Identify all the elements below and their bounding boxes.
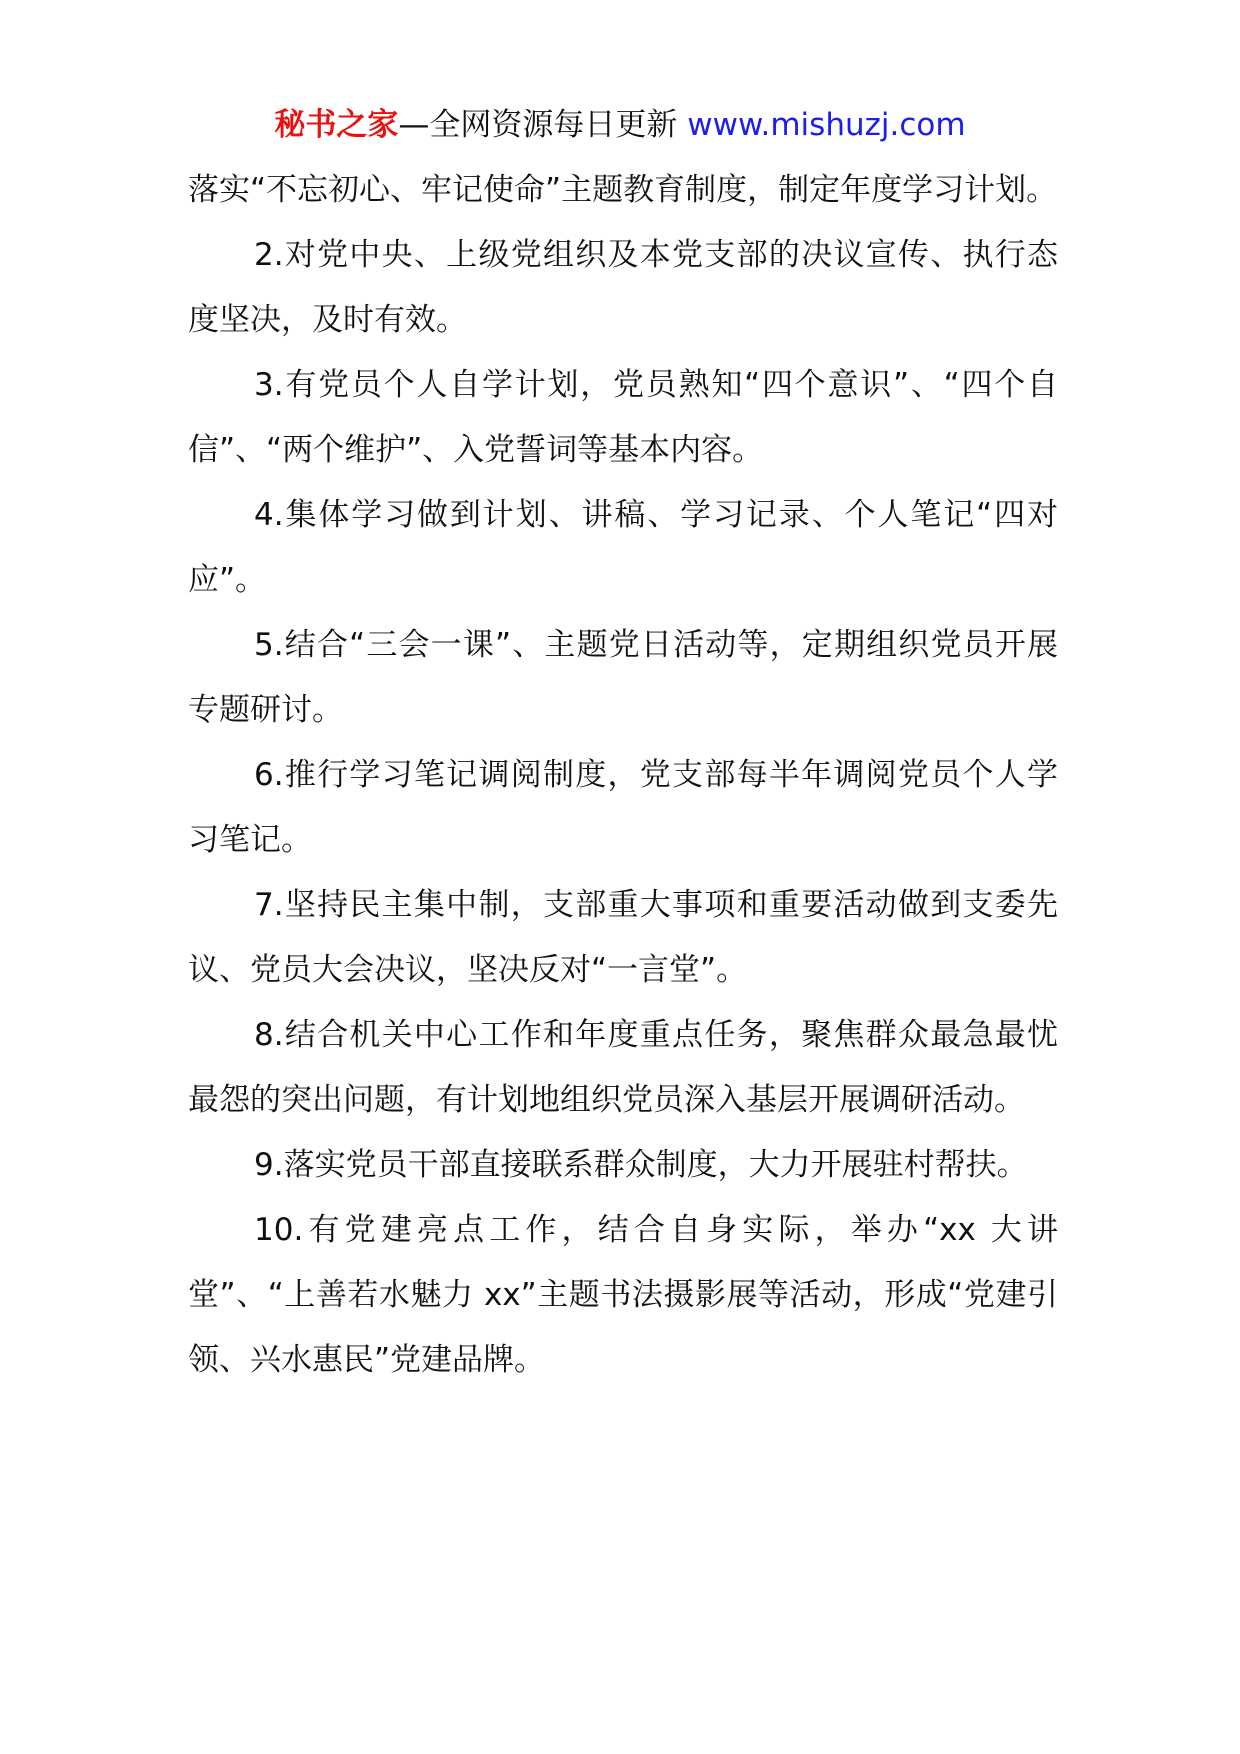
list-item-8: 8.结合机关中心工作和年度重点任务，聚焦群众最急最忧最怨的突出问题，有计划地组织党员深入基层开展调研活动。 [188,1017,1058,1118]
list-item-6: 6.推行学习笔记调阅制度，党支部每半年调阅党员个人学习笔记。 [188,757,1058,858]
list-item-7: 7.坚持民主集中制，支部重大事项和重要活动做到支委先议、党员大会决议，坚决反对“一言堂”。 [188,887,1058,988]
list-item-2: 2.对党中央、上级党组织及本党支部的决议宣传、执行态度坚决，及时有效。 [188,237,1058,338]
paragraph-continuation: 落实“不忘初心、牢记使命”主题教育制度，制定年度学习计划。 [188,172,1058,208]
brand-name: 秘书之家 [274,107,399,143]
list-item-3: 3.有党员个人自学计划，党员熟知“四个意识”、“四个自信”、“两个维护”、入党誓词等基本内容。 [188,367,1058,468]
list-item-5: 5.结合“三会一课”、主题党日活动等，定期组织党员开展专题研讨。 [188,627,1058,728]
list-item-9: 9.落实党员干部直接联系群众制度，大力开展驻村帮扶。 [254,1147,1028,1183]
list-item-10: 10.有党建亮点工作，结合自身实际，举办“xx 大讲堂”、“上善若水魅力 xx”主题书法摄影展等活动，形成“党建引领、兴水惠民”党建品牌。 [188,1212,1058,1378]
list-item-4: 4.集体学习做到计划、讲稿、学习记录、个人笔记“四对应”。 [188,497,1058,598]
document-body [188,158,1058,1393]
site-header [0,103,1240,147]
header-tagline: —全网资源每日更新 [398,107,688,143]
site-url-link[interactable]: www.mishuzj.com [687,107,966,143]
